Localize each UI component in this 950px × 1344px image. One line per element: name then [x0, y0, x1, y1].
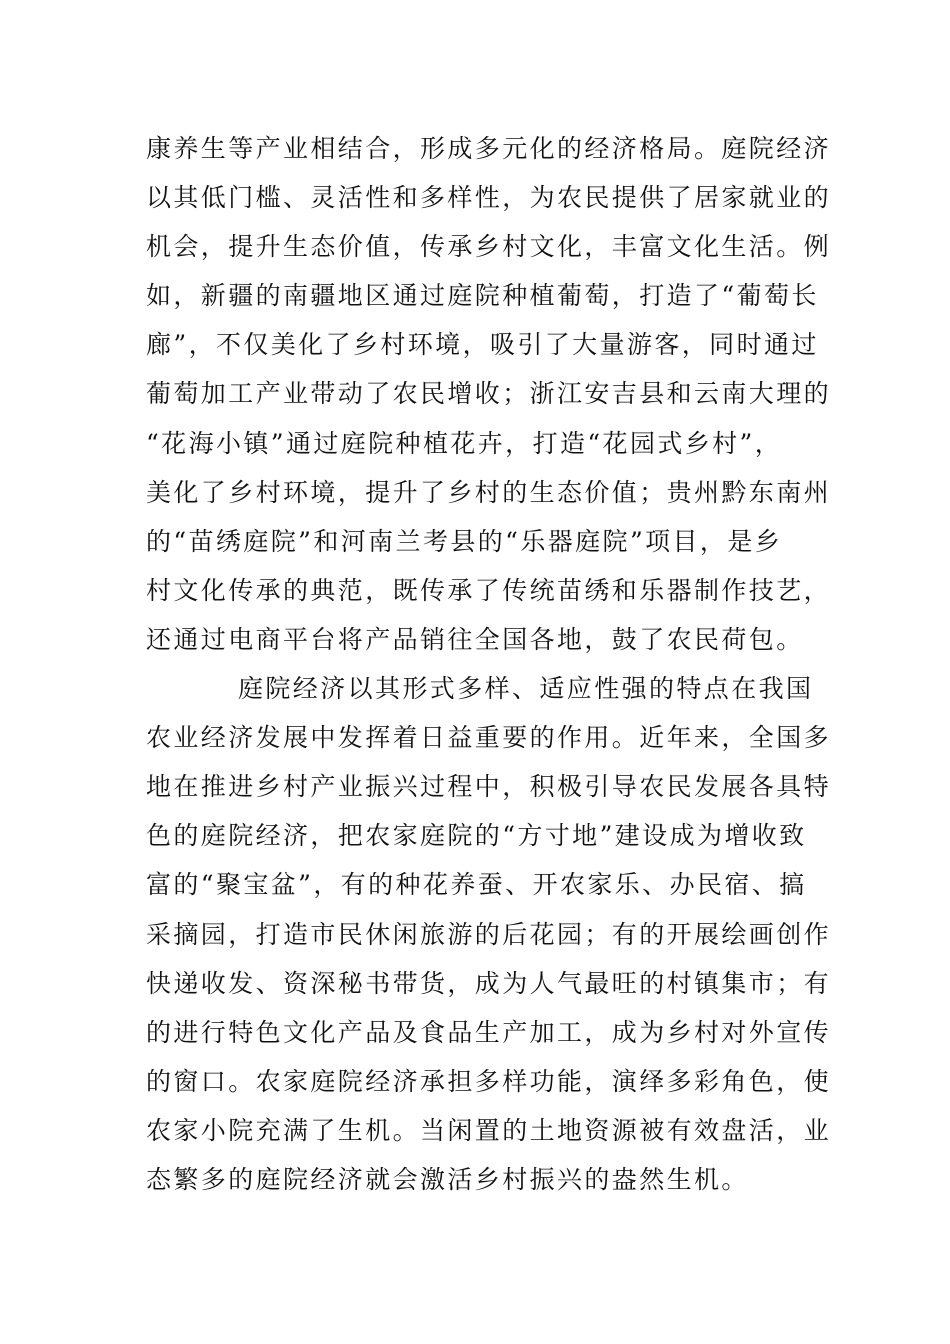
text-line: 的窗口。农家庭院经济承担多样功能，演绎多彩角色，使 — [146, 1066, 832, 1096]
text-line: 态繁多的庭院经济就会激活乡村振兴的盎然生机。 — [146, 1164, 749, 1194]
body-text — [146, 124, 832, 1204]
text-line: 的“苗绣庭院”和河南兰考县的“乐器庭院”项目，是乡 — [146, 526, 783, 556]
text-line: 还通过电商平台将产品销往全国各地，鼓了农民荷包。 — [146, 624, 804, 654]
text-line: 葡萄加工产业带动了农民增收；浙江安吉县和云南大理的 — [146, 379, 832, 409]
paragraph-1 — [146, 124, 832, 664]
text-line: 快递收发、资深秘书带货，成为人气最旺的村镇集市；有 — [146, 968, 832, 998]
text-line: 机会，提升生态价值，传承乡村文化，丰富文化生活。例 — [146, 232, 832, 262]
text-line: 的进行特色文化产品及食品生产加工，成为乡村对外宣传 — [146, 1017, 832, 1047]
text-line: 地在推进乡村产业振兴过程中，积极引导农民发展各具特 — [146, 772, 832, 802]
text-line: 庭院经济以其形式多样、适应性强的特点在我国 — [238, 674, 814, 704]
text-line: 农业经济发展中发挥着日益重要的作用。近年来，全国多 — [146, 723, 832, 753]
text-line: 采摘园，打造市民休闲旅游的后花园；有的开展绘画创作 — [146, 919, 832, 949]
text-line: 廊”，不仅美化了乡村环境，吸引了大量游客，同时通过 — [146, 330, 819, 360]
text-line: 美化了乡村环境，提升了乡村的生态价值；贵州黔东南州 — [146, 477, 832, 507]
text-line: 农家小院充满了生机。当闲置的土地资源被有效盘活，业 — [146, 1115, 832, 1145]
text-line: 村文化传承的典范，既传承了传统苗绣和乐器制作技艺， — [146, 575, 832, 605]
text-line: 色的庭院经济，把农家庭院的“方寸地”建设成为增收致 — [146, 821, 807, 851]
text-line: 以其低门槛、灵活性和多样性，为农民提供了居家就业的 — [146, 183, 832, 213]
text-line: “花海小镇”通过庭院种植花卉，打造“花园式乡村”， — [146, 428, 783, 458]
text-line: 富的“聚宝盆”，有的种花养蚕、开农家乐、办民宿、搞 — [146, 870, 807, 900]
text-line: 康养生等产业相结合，形成多元化的经济格局。庭院经济 — [146, 134, 832, 163]
text-line: 如，新疆的南疆地区通过庭院种植葡萄，打造了“葡萄长 — [146, 281, 819, 311]
paragraph-2 — [146, 664, 832, 1204]
